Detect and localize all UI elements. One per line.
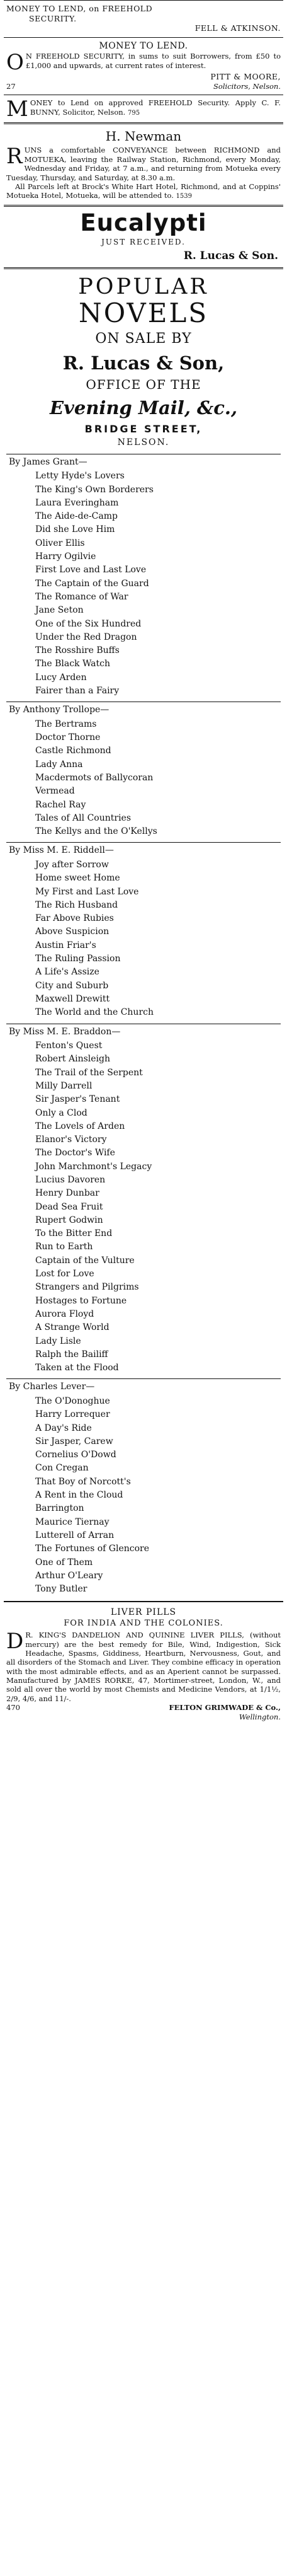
- author-name: By Miss M. E. Braddon—: [9, 1026, 121, 1037]
- book-title: First Love and Last Love: [35, 565, 147, 575]
- book-list: [6, 470, 281, 698]
- ad-body: [6, 96, 281, 122]
- ad-subsignature: Wellington.: [239, 1712, 281, 1721]
- ad-money-to-lend-pitt: [4, 38, 283, 96]
- book-title: The Trail of the Serpent: [35, 1067, 143, 1078]
- book-title: Home sweet Home: [35, 873, 120, 884]
- book-title: Fenton's Quest: [35, 1041, 103, 1051]
- book-title: To the Bitter End: [35, 1228, 113, 1239]
- book-title: The World and the Church: [35, 1007, 154, 1018]
- book-title: A Life's Assize: [35, 967, 99, 978]
- author-name: By Charles Lever—: [9, 1382, 95, 1392]
- ad-footer: [6, 82, 281, 91]
- ad-money-to-lend-fell: [4, 0, 283, 38]
- ad-number: 1539: [176, 193, 193, 200]
- book-title: Macdermots of Ballycoran: [35, 772, 154, 783]
- book-title: Hostages to Fortune: [35, 1295, 127, 1306]
- book-title: The Rich Husband: [35, 899, 118, 910]
- author-section: [6, 1024, 281, 1379]
- book-list: [6, 1395, 281, 1596]
- ad-town: NELSON.: [117, 437, 170, 448]
- book-title: Castle Richmond: [35, 746, 111, 756]
- book-list: [6, 1039, 281, 1375]
- author-section: [6, 1378, 281, 1600]
- book-title: A Strange World: [35, 1322, 110, 1333]
- book-title: Only a Clod: [35, 1107, 87, 1118]
- author-name: By Anthony Trollope—: [9, 705, 110, 715]
- ad-street: BRIDGE STREET,: [84, 423, 203, 436]
- book-title: Lucy Arden: [35, 672, 87, 683]
- book-title: Harry Lorrequer: [35, 1409, 110, 1420]
- book-title: Ralph the Bailiff: [35, 1349, 108, 1360]
- ad-subsignature: Solicitors, Nelson.: [213, 82, 281, 91]
- book-title: Con Cregan: [35, 1463, 89, 1474]
- book-title: The Captain of the Guard: [35, 578, 149, 589]
- book-title: The King's Own Borderers: [35, 484, 154, 495]
- book-title: Barrington: [35, 1503, 84, 1514]
- ad-number: 470: [6, 1703, 20, 1713]
- book-title: Dead Sea Fruit: [35, 1201, 103, 1212]
- book-title: City and Suburb: [35, 980, 109, 991]
- author-section: [6, 702, 281, 842]
- book-title: Above Suspicion: [35, 927, 110, 937]
- author-list: [6, 454, 281, 1600]
- book-title: Lady Lisle: [35, 1336, 81, 1346]
- book-title: Taken at the Flood: [35, 1363, 119, 1373]
- ad-popular-novels: [4, 269, 283, 1602]
- book-title: Lady Anna: [35, 759, 83, 770]
- book-title: Lutterell of Arran: [35, 1530, 115, 1540]
- ad-signature: FELL & ATKINSON.: [194, 23, 281, 33]
- book-title: The Black Watch: [35, 659, 110, 669]
- ad-heading-popular: POPULAR: [78, 274, 209, 299]
- book-title: Maxwell Drewitt: [35, 993, 110, 1004]
- book-title: Rachel Ray: [35, 799, 86, 810]
- book-title: Robert Ainsleigh: [35, 1054, 110, 1065]
- ad-body: [6, 146, 281, 182]
- author-name: By James Grant—: [9, 456, 87, 467]
- ad-body: [6, 1631, 281, 1703]
- ad-heading: H. Newman: [105, 129, 182, 144]
- book-title: A Day's Ride: [35, 1423, 92, 1433]
- ad-subheading: FOR INDIA AND THE COLONIES.: [64, 1618, 223, 1628]
- book-title: Milly Darrell: [35, 1080, 93, 1091]
- book-title: Joy after Sorrow: [35, 859, 109, 870]
- ad-signature: FELTON GRIMWADE & Co.,: [169, 1703, 281, 1713]
- book-title: Laura Everingham: [35, 497, 119, 508]
- book-title: Captain of the Vulture: [35, 1255, 135, 1266]
- book-title: Maurice Tiernay: [35, 1516, 110, 1527]
- book-title: Jane Seton: [35, 605, 84, 616]
- ad-body-text: N FREEHOLD SECURITY, in sums to suit Borrowers, from £50 to £1,000 and upwards, at current rates of interest.: [25, 52, 281, 70]
- ad-body-text: ONEY to Lend on approved FREEHOLD Security. Apply C. F. BUNNY, Solicitor, Nelson.: [30, 98, 281, 117]
- book-title: Strangers and Pilgrims: [35, 1282, 139, 1293]
- ad-body: [6, 50, 281, 76]
- drop-cap: O: [6, 50, 24, 76]
- ad-liver-pills: [4, 1602, 283, 1725]
- book-title: Rupert Godwin: [35, 1215, 103, 1225]
- book-title: Lucius Davoren: [35, 1174, 106, 1185]
- ad-heading-novels: NOVELS: [78, 297, 209, 329]
- ad-number: 27: [6, 82, 16, 91]
- ad-heading: Eucalypti: [80, 209, 207, 236]
- book-title: Sir Jasper, Carew: [35, 1436, 113, 1447]
- ad-signature: R. Lucas & Son.: [183, 250, 278, 263]
- book-list: [6, 718, 281, 839]
- ad-line: SECURITY.: [29, 13, 77, 23]
- drop-cap: D: [6, 1629, 24, 1655]
- book-title: Run to Earth: [35, 1242, 93, 1252]
- ad-money-to-lend-bunny: [4, 95, 283, 124]
- author-section: [6, 842, 281, 1023]
- book-title: Cornelius O'Dowd: [35, 1450, 116, 1460]
- book-title: The Doctor's Wife: [35, 1148, 115, 1158]
- ad-subheading: JUST RECEIVED.: [101, 238, 186, 247]
- book-title: One of Them: [35, 1557, 93, 1568]
- book-title: Aurora Floyd: [35, 1308, 94, 1319]
- book-title: The O'Donoghue: [35, 1395, 110, 1406]
- book-title: Lost for Love: [35, 1269, 94, 1279]
- ad-eucalypti: [4, 207, 283, 269]
- book-title: Tony Butler: [35, 1584, 87, 1595]
- book-title: The Ruling Passion: [35, 954, 121, 964]
- book-title: Did she Love Him: [35, 524, 115, 535]
- book-title: Doctor Thorne: [35, 732, 101, 743]
- book-title: The Rosshire Buffs: [35, 645, 120, 656]
- book-title: The Fortunes of Glencore: [35, 1544, 150, 1554]
- book-title: A Rent in the Cloud: [35, 1490, 123, 1501]
- book-title: Under the Red Dragon: [35, 632, 137, 642]
- book-title: The Romance of War: [35, 591, 128, 602]
- drop-cap: R: [6, 144, 23, 170]
- ad-line: MONEY TO LEND, on FREEHOLD: [6, 4, 153, 13]
- ad-body-text: All Parcels left at Brock's White Hart Hotel, Richmond, and at Coppins' Motueka Hotel, Motueka, will be attended to.: [6, 182, 281, 200]
- book-title: Sir Jasper's Tenant: [35, 1094, 120, 1105]
- ad-paper-name: Evening Mail, &c.,: [49, 396, 238, 419]
- book-title: Henry Dunbar: [35, 1188, 99, 1199]
- book-title: Oliver Ellis: [35, 538, 85, 548]
- book-title: Letty Hyde's Lovers: [35, 471, 125, 482]
- ad-footer: [6, 1703, 281, 1712]
- book-title: Fairer than a Fairy: [35, 685, 120, 696]
- book-title: Arthur O'Leary: [35, 1570, 103, 1581]
- ad-signature: PITT & MOORE,: [210, 72, 281, 82]
- ad-heading: MONEY TO LEND.: [99, 40, 188, 51]
- book-title: Far Above Rubies: [35, 913, 114, 924]
- book-title: Elanor's Victory: [35, 1135, 107, 1145]
- author-section: [6, 454, 281, 702]
- ad-newman-conveyance: [4, 124, 283, 206]
- book-list: [6, 858, 281, 1020]
- ad-office: OFFICE OF THE: [86, 376, 201, 392]
- book-title: The Aide-de-Camp: [35, 511, 118, 522]
- ad-number: 795: [127, 109, 140, 117]
- ad-firm-name: R. Lucas & Son,: [62, 352, 225, 374]
- book-title: The Bertrams: [35, 719, 97, 729]
- book-title: Austin Friar's: [35, 940, 96, 950]
- ad-body-text: UNS a comfortable CONVEYANCE between RICHMOND and MOTUEKA, leaving the Railway Station, Richmond, every Monday, Wednesday and Friday, at 7 a.m., and returning from Motueka every Tuesday, Thursday, and Saturday, at 8.30 a.m.: [6, 146, 281, 182]
- book-title: The Lovels of Arden: [35, 1121, 125, 1131]
- book-title: One of the Six Hundred: [35, 618, 142, 629]
- book-title: Vermead: [35, 786, 75, 797]
- ad-body-text: R. KING'S DANDELION AND QUININE LIVER PILLS, (without mercury) are the best remedy for Bile, Wind, Indigestion, Sick Headache, Spasms, Giddiness, Heartburn, Nervousness, Gout, and all disorders of the Stomach and Liver. They combine efficacy in operation with the most admirable effects, and as an Aperient cannot be surpassed. Manufactured by JAMES RORKE, 47, Mortimer-street, London, W., and sold all over the world by most Chemists and Medicine Vendors, at 1/1½, 2/9, 4/6, and 11/-.: [6, 1631, 281, 1703]
- ad-heading: LIVER PILLS: [110, 1607, 177, 1618]
- book-title: My First and Last Love: [35, 886, 139, 897]
- book-title: The Kellys and the O'Kellys: [35, 826, 157, 837]
- book-title: Harry Ogilvie: [35, 552, 96, 562]
- ad-body-2: [6, 182, 281, 201]
- drop-cap: M: [6, 96, 28, 122]
- author-name: By Miss M. E. Riddell—: [9, 845, 114, 856]
- ad-on-sale: ON SALE BY: [95, 331, 192, 347]
- book-title: Tales of All Countries: [35, 812, 132, 823]
- book-title: That Boy of Norcott's: [35, 1476, 131, 1487]
- book-title: John Marchmont's Legacy: [35, 1161, 152, 1172]
